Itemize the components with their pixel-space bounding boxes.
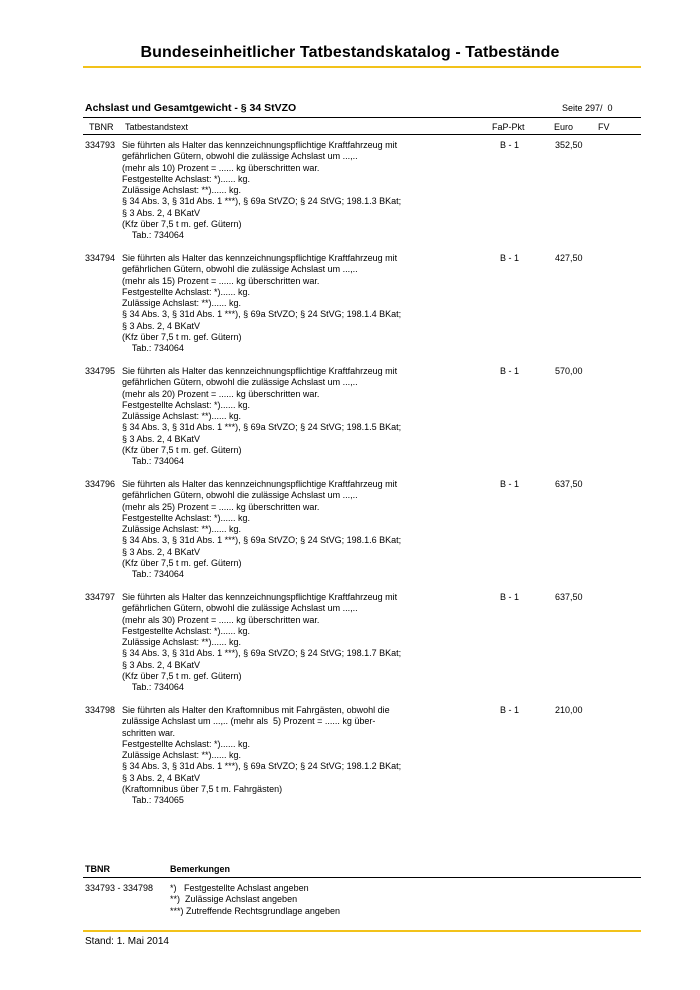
entry-text-line: (Kfz über 7,5 t m. gef. Gütern) [122,332,242,343]
remark-note: *) Festgestellte Achslast angeben [170,883,309,893]
entry-euro: 427,50 [555,253,583,263]
entry-text-line: Festgestellte Achslast: *)...... kg. [122,399,251,410]
entry-text-line: (mehr als 10) Prozent = ...... kg überschritten war. [122,162,320,173]
entry-text-line: gefährlichen Gütern, obwohl die zulässige Achslast um ...,.. [122,377,358,388]
entry-text-line: (Kraftomnibus über 7,5 t m. Fahrgästen) [122,784,283,795]
entry-text-line: Sie führten als Halter das kennzeichnungspflichtige Kraftfahrzeug mit [122,592,398,602]
entry-text-line: Festgestellte Achslast: *)...... kg. [122,625,251,636]
entry-text [122,592,422,694]
remark-note: ***) Zutreffende Rechtsgrundlage angeben [170,905,340,916]
entry-text-line: Zulässige Achslast: **)...... kg. [122,411,242,422]
entry-text-line: § 3 Abs. 2, 4 BKatV [122,433,201,444]
table-header-rule [83,134,641,135]
entry-text-line: § 3 Abs. 2, 4 BKatV [122,659,201,670]
entry-text-line: Zulässige Achslast: **)...... kg. [122,637,242,648]
entry-text-line: § 34 Abs. 3, § 31d Abs. 1 ***), § 69a StVZO; § 24 StVG; 198.1.2 BKat; [122,761,402,772]
remarks-header-title: Bemerkungen [170,864,231,874]
entry-fap-points: B - 1 [500,253,520,263]
footer-divider [83,930,641,932]
entry-text-line: § 3 Abs. 2, 4 BKatV [122,320,201,331]
entry-text-line: Tab.: 734064 [122,230,184,241]
entry-text [122,366,422,468]
entry-text [122,479,422,581]
entry-text-line: Zulässige Achslast: **)...... kg. [122,185,242,196]
entry-tbnr: 334793 [85,140,116,150]
remark-note: **) Zulässige Achslast angeben [170,894,298,905]
entry-text-line: Sie führten als Halter das kennzeichnungspflichtige Kraftfahrzeug mit [122,253,398,263]
entry-text-line: gefährlichen Gütern, obwohl die zulässige Achslast um ...,.. [122,151,358,162]
column-header-fv: FV [598,122,610,132]
entry-euro: 637,50 [555,479,583,489]
entry-tbnr: 334798 [85,705,116,715]
entry-fap-points: B - 1 [500,140,520,150]
entry-fap-points: B - 1 [500,705,520,715]
entry-text-line: Sie führten als Halter das kennzeichnungspflichtige Kraftfahrzeug mit [122,366,398,376]
entry-text-line: § 3 Abs. 2, 4 BKatV [122,772,201,783]
entry-euro: 210,00 [555,705,583,715]
entry-euro: 352,50 [555,140,583,150]
entry-text-line: Sie führten als Halter das kennzeichnungspflichtige Kraftfahrzeug mit [122,140,398,150]
entry-text-line: Festgestellte Achslast: *)...... kg. [122,738,251,749]
entry-text-line: schritten war. [122,727,176,738]
entry-tbnr: 334794 [85,253,116,263]
entry-text-line: § 34 Abs. 3, § 31d Abs. 1 ***), § 69a StVZO; § 24 StVG; 198.1.3 BKat; [122,196,402,207]
entry-text-line: Sie führten als Halter den Kraftomnibus mit Fahrgästen, obwohl die [122,705,390,715]
column-header-tbnr: TBNR [89,122,114,132]
entry-text-line: Festgestellte Achslast: *)...... kg. [122,512,251,523]
entry-text-line: (Kfz über 7,5 t m. gef. Gütern) [122,219,242,230]
entry-tbnr: 334795 [85,366,116,376]
entry-text-line: gefährlichen Gütern, obwohl die zulässige Achslast um ...,.. [122,264,358,275]
entry-text-line: (Kfz über 7,5 t m. gef. Gütern) [122,445,242,456]
entry-text [122,705,422,807]
entry-text-line: Tab.: 734064 [122,456,184,467]
entry-text-line: Tab.: 734064 [122,569,184,580]
entry-text-line: Zulässige Achslast: **)...... kg. [122,298,242,309]
remarks-notes [170,883,340,917]
entry-text-line: (Kfz über 7,5 t m. gef. Gütern) [122,558,242,569]
remarks-header-tbnr: TBNR [85,864,110,874]
entry-tbnr: 334797 [85,592,116,602]
entry-text-line: Sie führten als Halter das kennzeichnungspflichtige Kraftfahrzeug mit [122,479,398,489]
entry-euro: 570,00 [555,366,583,376]
entry-text-line: Festgestellte Achslast: *)...... kg. [122,286,251,297]
entry-text-line: Festgestellte Achslast: *)...... kg. [122,173,251,184]
entry-text [122,140,422,242]
entry-euro: 637,50 [555,592,583,602]
entry-text-line: (Kfz über 7,5 t m. gef. Gütern) [122,671,242,682]
remarks-rule [83,877,641,878]
entry-text-line: (mehr als 30) Prozent = ...... kg überschritten war. [122,614,320,625]
entry-text-line: § 34 Abs. 3, § 31d Abs. 1 ***), § 69a StVZO; § 24 StVG; 198.1.4 BKat; [122,309,402,320]
entry-text-line: Tab.: 734064 [122,682,184,693]
column-header-text: Tatbestandstext [125,122,189,132]
entry-tbnr: 334796 [85,479,116,489]
entry-text-line: § 3 Abs. 2, 4 BKatV [122,546,201,557]
section-title: Achslast und Gesamtgewicht - § 34 StVZO [85,102,297,114]
entry-text-line: Zulässige Achslast: **)...... kg. [122,750,242,761]
entry-text-line: Zulässige Achslast: **)...... kg. [122,524,242,535]
column-header-fap: FaP-Pkt [492,122,525,132]
entry-text-line: § 34 Abs. 3, § 31d Abs. 1 ***), § 69a StVZO; § 24 StVG; 198.1.5 BKat; [122,422,402,433]
entry-fap-points: B - 1 [500,479,520,489]
entry-text-line: gefährlichen Gütern, obwohl die zulässige Achslast um ...,.. [122,603,358,614]
entry-fap-points: B - 1 [500,592,520,602]
entry-text-line: (mehr als 20) Prozent = ...... kg überschritten war. [122,388,320,399]
header-divider [83,66,641,68]
table-top-rule [83,117,641,118]
page-number: Seite 297/ 0 [562,103,613,113]
entry-text-line: gefährlichen Gütern, obwohl die zulässige Achslast um ...,.. [122,490,358,501]
entry-text-line: (mehr als 15) Prozent = ...... kg überschritten war. [122,275,320,286]
page-title: Bundeseinheitlicher Tatbestandskatalog - Tatbestände [140,44,560,61]
entry-text [122,253,422,355]
entry-text-line: § 34 Abs. 3, § 31d Abs. 1 ***), § 69a StVZO; § 24 StVG; 198.1.7 BKat; [122,648,402,659]
entry-text-line: § 34 Abs. 3, § 31d Abs. 1 ***), § 69a StVZO; § 24 StVG; 198.1.6 BKat; [122,535,402,546]
entry-text-line: Tab.: 734064 [122,343,184,354]
footer-stand: Stand: 1. Mai 2014 [85,936,169,947]
remarks-range: 334793 - 334798 [85,883,154,893]
entry-text-line: zulässige Achslast um ...,.. (mehr als 5) Prozent = ...... kg über- [122,716,376,727]
entry-fap-points: B - 1 [500,366,520,376]
entry-text-line: Tab.: 734065 [122,795,184,806]
column-header-euro: Euro [554,122,574,132]
entry-text-line: (mehr als 25) Prozent = ...... kg überschritten war. [122,501,320,512]
entry-text-line: § 3 Abs. 2, 4 BKatV [122,207,201,218]
